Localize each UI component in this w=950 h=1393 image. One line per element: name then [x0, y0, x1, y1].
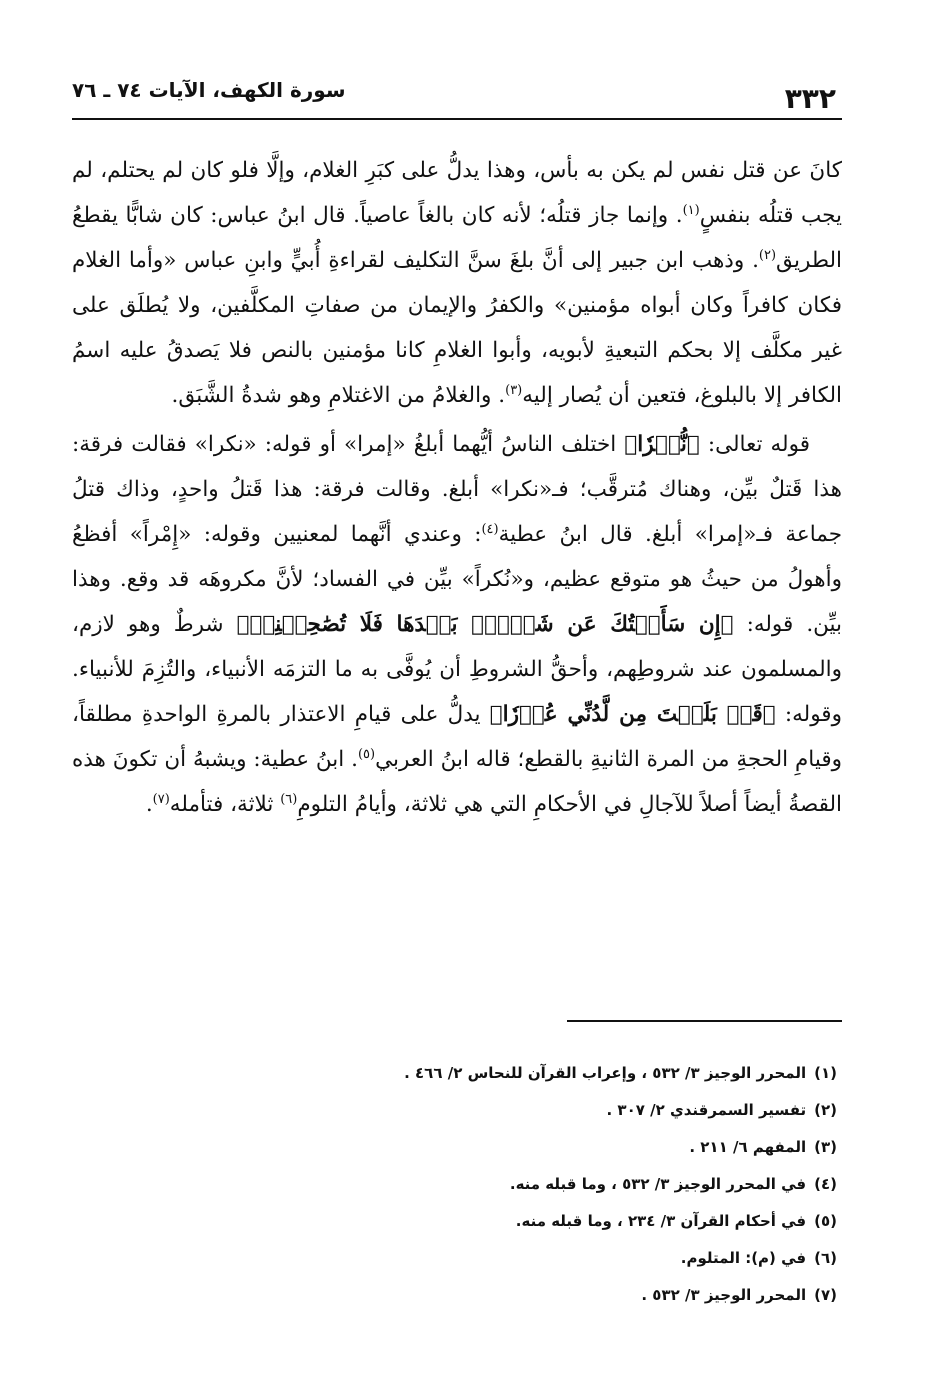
running-title: سورة الكهف، الآيات ٧٤ ـ ٧٦ — [72, 78, 346, 102]
footnote-text: المحرر الوجيز ٣/ ٥٣٢ ، وإعراب القرآن للنحاس ٢/ ٤٦٦ . — [404, 1064, 807, 1082]
footnote — [72, 1129, 837, 1166]
footnote-reference: (٧) — [152, 791, 170, 807]
footnote-separator — [567, 1020, 842, 1022]
footnotes-list — [72, 1055, 837, 1314]
footnote-number: (٣) — [814, 1138, 837, 1156]
footnote-reference: (٤) — [481, 521, 499, 537]
footnote-number: (١) — [814, 1064, 837, 1082]
text-run: قوله تعالى: — [699, 432, 810, 457]
page-header — [72, 70, 842, 120]
text-run: . وذهب ابن جبير إلى أنَّ بلغَ سنَّ التكليف لقراءةِ أُبيٍّ وابنِ عباس «وأما الغلام فكان كافراً وكان أبواه مؤمنين» والكفرُ والإيمان من صفاتِ المكلَّفين، ولا يُطلَق على غير مكلَّف إلا بحكم التبعيةِ لأبويه، وأبوا الغلامِ كانا مؤمنين بالنص فلا يَصدقُ عليه اسمُ الكافر إلا بالبلوغ، فتعين أن يُصار إليه — [72, 248, 842, 408]
text-run: يدلُّ على قيامِ الاعتذار بالمرةِ الواحدةِ مطلقاً، وقيامِ الحجةِ من المرة الثانيةِ بالقطع؛ قاله ابنُ العربي — [72, 702, 842, 772]
footnote-text: في (م): المتلوم. — [680, 1249, 807, 1267]
footnote — [72, 1055, 837, 1092]
footnote-number: (٥) — [814, 1212, 837, 1230]
footnote-text: المحرر الوجيز ٣/ ٥٣٢ . — [641, 1286, 807, 1304]
main-text — [72, 148, 842, 827]
footnote-number: (٧) — [814, 1286, 837, 1304]
text-run: . وإنما جاز قتلُه؛ لأنه كان بالغاً عاصياً. قال ابنُ عباس: كان شابًّا يقطعُ الطريق — [72, 203, 842, 273]
footnote-text: المفهم ٦/ ٢١١ . — [689, 1138, 807, 1156]
footnote — [72, 1166, 837, 1203]
paragraph — [72, 422, 842, 827]
footnote-reference: (٣) — [505, 382, 523, 398]
footnote-number: (٤) — [814, 1175, 837, 1193]
footnote-reference: (٦) — [280, 791, 298, 807]
text-run: شرطٌ وهو لازم، والمسلمون عند شروطِهم، وأحقُّ الشروطِ أن يُوفَّى به ما التزمَه الأنبياء، والتُزِمَ للأنبياء. وقوله: — [72, 612, 842, 727]
footnote-reference: (١) — [682, 202, 700, 218]
quran-quote: ﴿نُّكۡرٗا﴾ — [624, 432, 700, 457]
footnote-number: (٢) — [814, 1101, 837, 1119]
footnote — [72, 1277, 837, 1314]
footnote-text: في المحرر الوجيز ٣/ ٥٣٢ ، وما قبله منه. — [509, 1175, 807, 1193]
footnote — [72, 1240, 837, 1277]
quran-quote: ﴿قَدۡ بَلَغۡتَ مِن لَّدُنِّي عُذۡرٗا﴾ — [489, 702, 776, 727]
footnote — [72, 1203, 837, 1240]
footnote-number: (٦) — [814, 1249, 837, 1267]
text-run: : وعندي أنَّهما لمعنيين وقوله: «إِمْراً» أفظعُ وأهولُ من حيثُ هو متوقع عظيم، و«نُكراً» بيِّن في الفساد؛ لأنَّ مكروهَه قد وقع. وهذا بيِّن. قوله: — [72, 522, 842, 637]
footnote-reference: (٢) — [758, 247, 777, 263]
text-run: ثلاثة، فتأمله — [169, 792, 281, 817]
footnote — [72, 1092, 837, 1129]
text-run: اختلف الناسُ أيُّهما أبلغُ «إمرا» أو قوله: «نكرا» فقالت فرقة: هذا قَتلٌ بيِّن، وهناك مُترقَّب؛ فـ«نكرا» أبلغ. وقالت فرقة: هذا قَتلُ واحدٍ، وذاك قتلُ جماعة فـ«إمرا» أبلغ. قال ابنُ عطية — [72, 432, 842, 547]
text-run: . والغلامُ من الاغتلامِ وهو شدةُ الشَّبَق. — [171, 383, 506, 408]
footnote-text: تفسير السمرقندي ٢/ ٣٠٧ . — [606, 1101, 807, 1119]
text-run: كانَ عن قتل نفس لم يكن به بأس، وهذا يدلُّ على كبَرِ الغلام، وإلَّا فلو كان لم يحتلم، لم يجب قتلُه بنفسٍ — [72, 158, 843, 228]
page-number: ٣٣٢ — [784, 82, 836, 115]
footnote-reference: (٥) — [357, 746, 376, 762]
text-run: . ابنُ عطية: ويشبهُ أن تكونَ هذه القصةُ أيضاً أصلاً للآجالِ في الأحكامِ التي هي ثلاثة، وأيامُ التلومِ — [72, 747, 842, 817]
footnote-text: في أحكام القرآن ٣/ ٢٣٤ ، وما قبله منه. — [515, 1212, 807, 1230]
paragraph — [72, 148, 842, 418]
text-run: . — [145, 792, 153, 817]
quran-quote: ﴿إِن سَأَلۡتُكَ عَن شَيۡءِۭ بَعۡدَهَا فَلَا تُصَٰحِبۡنِيۖ﴾ — [236, 612, 734, 637]
